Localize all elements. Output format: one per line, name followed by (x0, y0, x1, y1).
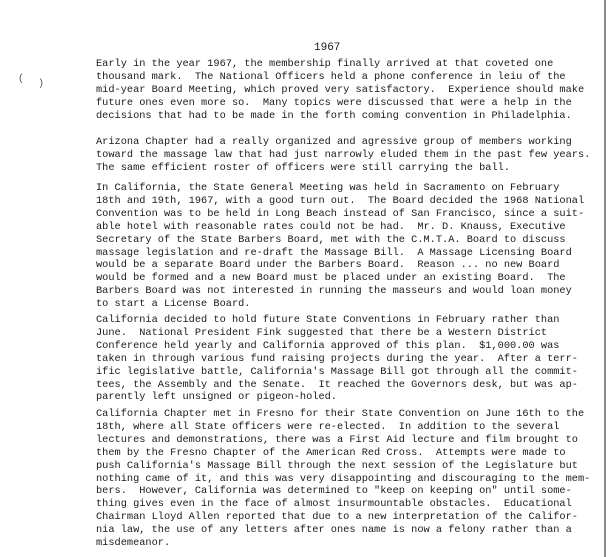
text-line: toward the massage law that had just narrowly eluded them in the past few years. (96, 148, 591, 161)
text-line: Arizona Chapter had a really organized and agressive group of members working (96, 136, 572, 148)
text-line: Barbers Board was not interested in running the masseurs and would loan money (96, 285, 572, 298)
margin-mark-left: ( (18, 74, 25, 85)
text-line: parently left unsigned or pigeon-holed. (96, 391, 337, 404)
text-line: nia law, the use of any letters after ones name is now a felony rather than a (96, 524, 572, 537)
text-line: would be a separate Board under the Barbers Board. Reason ... no new Board (96, 259, 560, 272)
text-line: push California's Massage Bill through the next session of the Legislature but (96, 459, 578, 472)
text-line: them by the Fresno Chapter of the American Red Cross. Attempts were made to (96, 446, 566, 459)
text-line: future ones even more so. Many topics were discussed that were a help in the (96, 96, 572, 109)
text-line: thing gives even in the face of almost insurmountable obstacles. Educational (96, 498, 572, 511)
paragraph-california-meeting (96, 182, 584, 311)
text-line: Secretary of the State Barbers Board, met with the C.M.T.A. Board to discuss (96, 233, 566, 246)
text-line: taken in through various fund raising projects during the year. After a terr- (96, 352, 578, 365)
text-line: lectures and demonstrations, there was a First Aid lecture and film brought to (96, 433, 578, 446)
paragraph-arizona (96, 136, 590, 175)
text-line: thousand mark. The National Officers held a phone conference in leiu of the (96, 70, 566, 83)
paragraph-california-conventions (96, 314, 578, 404)
text-line: Chairman Lloyd Allen reported that due to a new interpretation of the Califor- (96, 511, 578, 524)
year-heading: 1967 (314, 42, 341, 54)
text-line: Early in the year 1967, the membership finally arrived at that coveted one (96, 58, 554, 70)
text-line: Conference held yearly and California approved of this plan. $1,000.00 was (96, 339, 560, 352)
text-line: In California, the State General Meeting was held in Sacramento on February (96, 182, 560, 194)
text-line: massage legislation and re-draft the Massage Bill. A Massage Licensing Board (96, 246, 572, 259)
text-line: ific legislative battle, California's Massage Bill got through all the commit- (96, 365, 578, 378)
text-line: June. National President Fink suggested that there be a Western District (96, 326, 548, 339)
text-line: able hotel with reasonable rates could not be had. Mr. D. Knauss, Executive (96, 220, 566, 233)
text-line: bers. However, California was determined to "keep on keeping on" until some- (96, 485, 572, 498)
margin-mark-right: ) (38, 79, 45, 90)
text-line: tees, the Assembly and the Senate. It reached the Governors desk, but was ap- (96, 378, 578, 391)
text-line: would be formed and a new Board must be placed under an existing Board. The (96, 272, 566, 285)
paragraph-fresno-convention (96, 408, 590, 550)
page-edge-shadow (604, 0, 606, 557)
text-line: California Chapter met in Fresno for their State Convention on June 16th to the (96, 408, 585, 420)
text-line: misdemeanor. (96, 537, 171, 550)
text-line: mid-year Board Meeting, which proved very satisfactory. Experience should make (96, 83, 585, 96)
paragraph-membership (96, 58, 584, 123)
text-line: to start a License Board. (96, 298, 251, 311)
text-line: 18th, where all State officers were re-elected. In addition to the several (96, 420, 560, 433)
text-line: The same efficient roster of officers were still carrying the ball. (96, 161, 511, 174)
text-line: California decided to hold future State Conventions in February rather than (96, 314, 560, 326)
text-line: nothing came of it, and this was very disappointing and discouraging to the mem- (96, 472, 591, 485)
text-line: 18th and 19th, 1967, with a good turn out. The Board decided the 1968 National (96, 194, 585, 207)
text-line: decisions that had to be made in the forth coming convention in Philadelphia. (96, 109, 572, 122)
text-line: Convention was to be held in Long Beach instead of San Francisco, since a suit- (96, 207, 585, 220)
